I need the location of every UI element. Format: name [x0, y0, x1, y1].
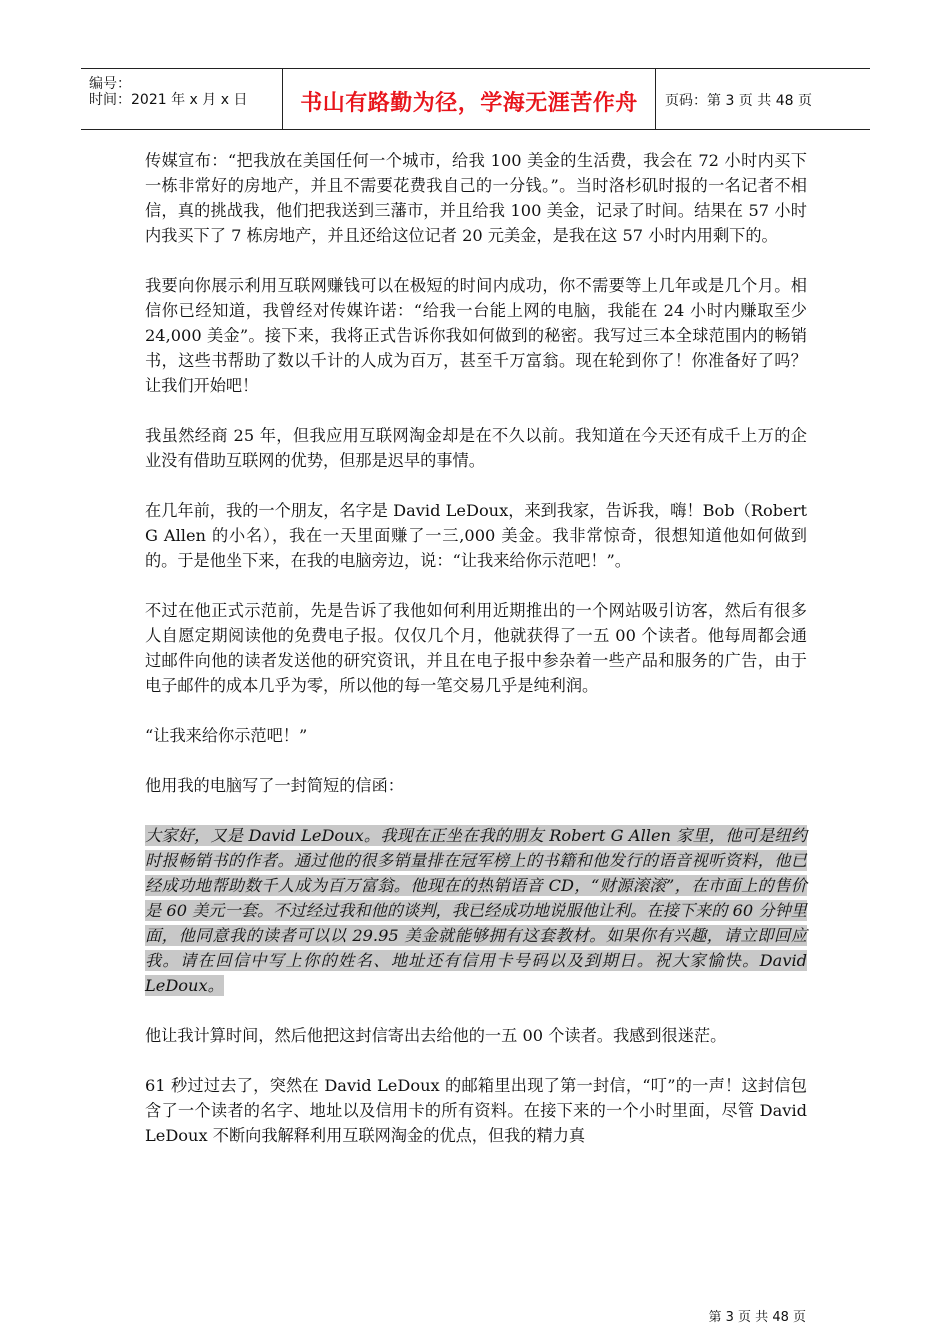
paragraph: 我虽然经商 25 年，但我应用互联网淘金却是在不久以前。我知道在今天还有成千上万的企业没有借助互联网的优势，但那是迟早的事情。: [145, 426, 807, 470]
paragraph: 传媒宣布：“把我放在美国任何一个城市，给我 100 美金的生活费，我会在 72 小时内买下一栋非常好的房地产，并且不需要花费我自己的一分钱。”。当时洛杉矶时报的一名记者不相信，真的挑战我，他们把我送到三藩市，并且给我 100 美金，记录了时间。结果在 57 小时内我买下了 7 栋房地产，并且还给这位记者 20 元美金，是我在这 57 小时内用剩下的。: [145, 151, 807, 245]
paragraph: “让我来给你示范吧！”: [145, 726, 308, 745]
header-meta-cell: [81, 69, 282, 129]
paragraph: 61 秒过过去了，突然在 David LeDoux 的邮箱里出现了第一封信，“叮”的一声！这封信包含了一个读者的名字、地址以及信用卡的所有资料。在接下来的一个小时里面，尽管 David LeDoux 不断向我解释利用互联网淘金的优点，但我的精力真: [145, 1076, 807, 1145]
motto: 书山有路勤为径，学海无涯苦作舟: [300, 90, 638, 116]
time-label: 时间：2021 年 x 月 x 日: [89, 92, 248, 108]
quoted-letter-block: [145, 823, 807, 998]
header-motto-cell: [282, 69, 656, 129]
number-label: 编号：: [89, 76, 131, 92]
document-body: [145, 148, 807, 1173]
page-header: [81, 68, 870, 130]
paragraph: 他让我计算时间，然后他把这封信寄出去给他的一五 00 个读者。我感到很迷茫。: [145, 1026, 727, 1045]
page-label: 页码：第 3 页 共 48 页: [665, 93, 812, 109]
quoted-letter: 大家好，又是 David LeDoux。我现在正坐在我的朋友 Robert G Allen 家里，他可是纽约时报畅销书的作者。通过他的很多销量排在冠军榜上的书籍和他发行的语音视听资料，他已经成功地帮助数千人成为百万富翁。他现在的热销语音 CD，“财源滚滚”，在市面上的售价是 60 美元一套。不过经过我和他的谈判，我已经成功地说服他让利。在接下来的 60 分钟里面，他同意我的读者可以以 29.95 美金就能够拥有这套教材。如果你有兴趣，请立即回应我。请在回信中写上你的姓名、地址还有信用卡号码以及到期日。祝大家愉快。David LeDoux。: [145, 826, 807, 995]
paragraph: 我要向你展示利用互联网赚钱可以在极短的时间内成功，你不需要等上几年或是几个月。相信你已经知道，我曾经对传媒许诺：“给我一台能上网的电脑，我能在 24 小时内赚取至少 24,000 美金”。接下来，我将正式告诉你我如何做到的秘密。我写过三本全球范围内的畅销书，这些书帮助了数以千计的人成为百万，甚至千万富翁。现在轮到你了！你准备好了吗？让我们开始吧！: [145, 276, 807, 395]
paragraph: 他用我的电脑写了一封简短的信函：: [145, 776, 404, 795]
header-page-cell: [656, 69, 870, 129]
paragraph: 不过在他正式示范前，先是告诉了我他如何利用近期推出的一个网站吸引访客，然后有很多人自愿定期阅读他的免费电子报。仅仅几个月，他就获得了一五 00 个读者。他每周都会通过邮件向他的读者发送他的研究资讯，并且在电子报中参杂着一些产品和服务的广告，由于电子邮件的成本几乎为零，所以他的每一笔交易几乎是纯利润。: [145, 601, 807, 695]
page-footer: 第 3 页 共 48 页: [708, 1310, 806, 1325]
paragraph: 在几年前，我的一个朋友，名字是 David LeDoux，来到我家，告诉我，嗨！Bob（Robert G Allen 的小名），我在一天里面赚了一三,000 美金。我非常惊奇，很想知道他如何做到的。于是他坐下来，在我的电脑旁边，说：“让我来给你示范吧！”。: [145, 501, 807, 570]
